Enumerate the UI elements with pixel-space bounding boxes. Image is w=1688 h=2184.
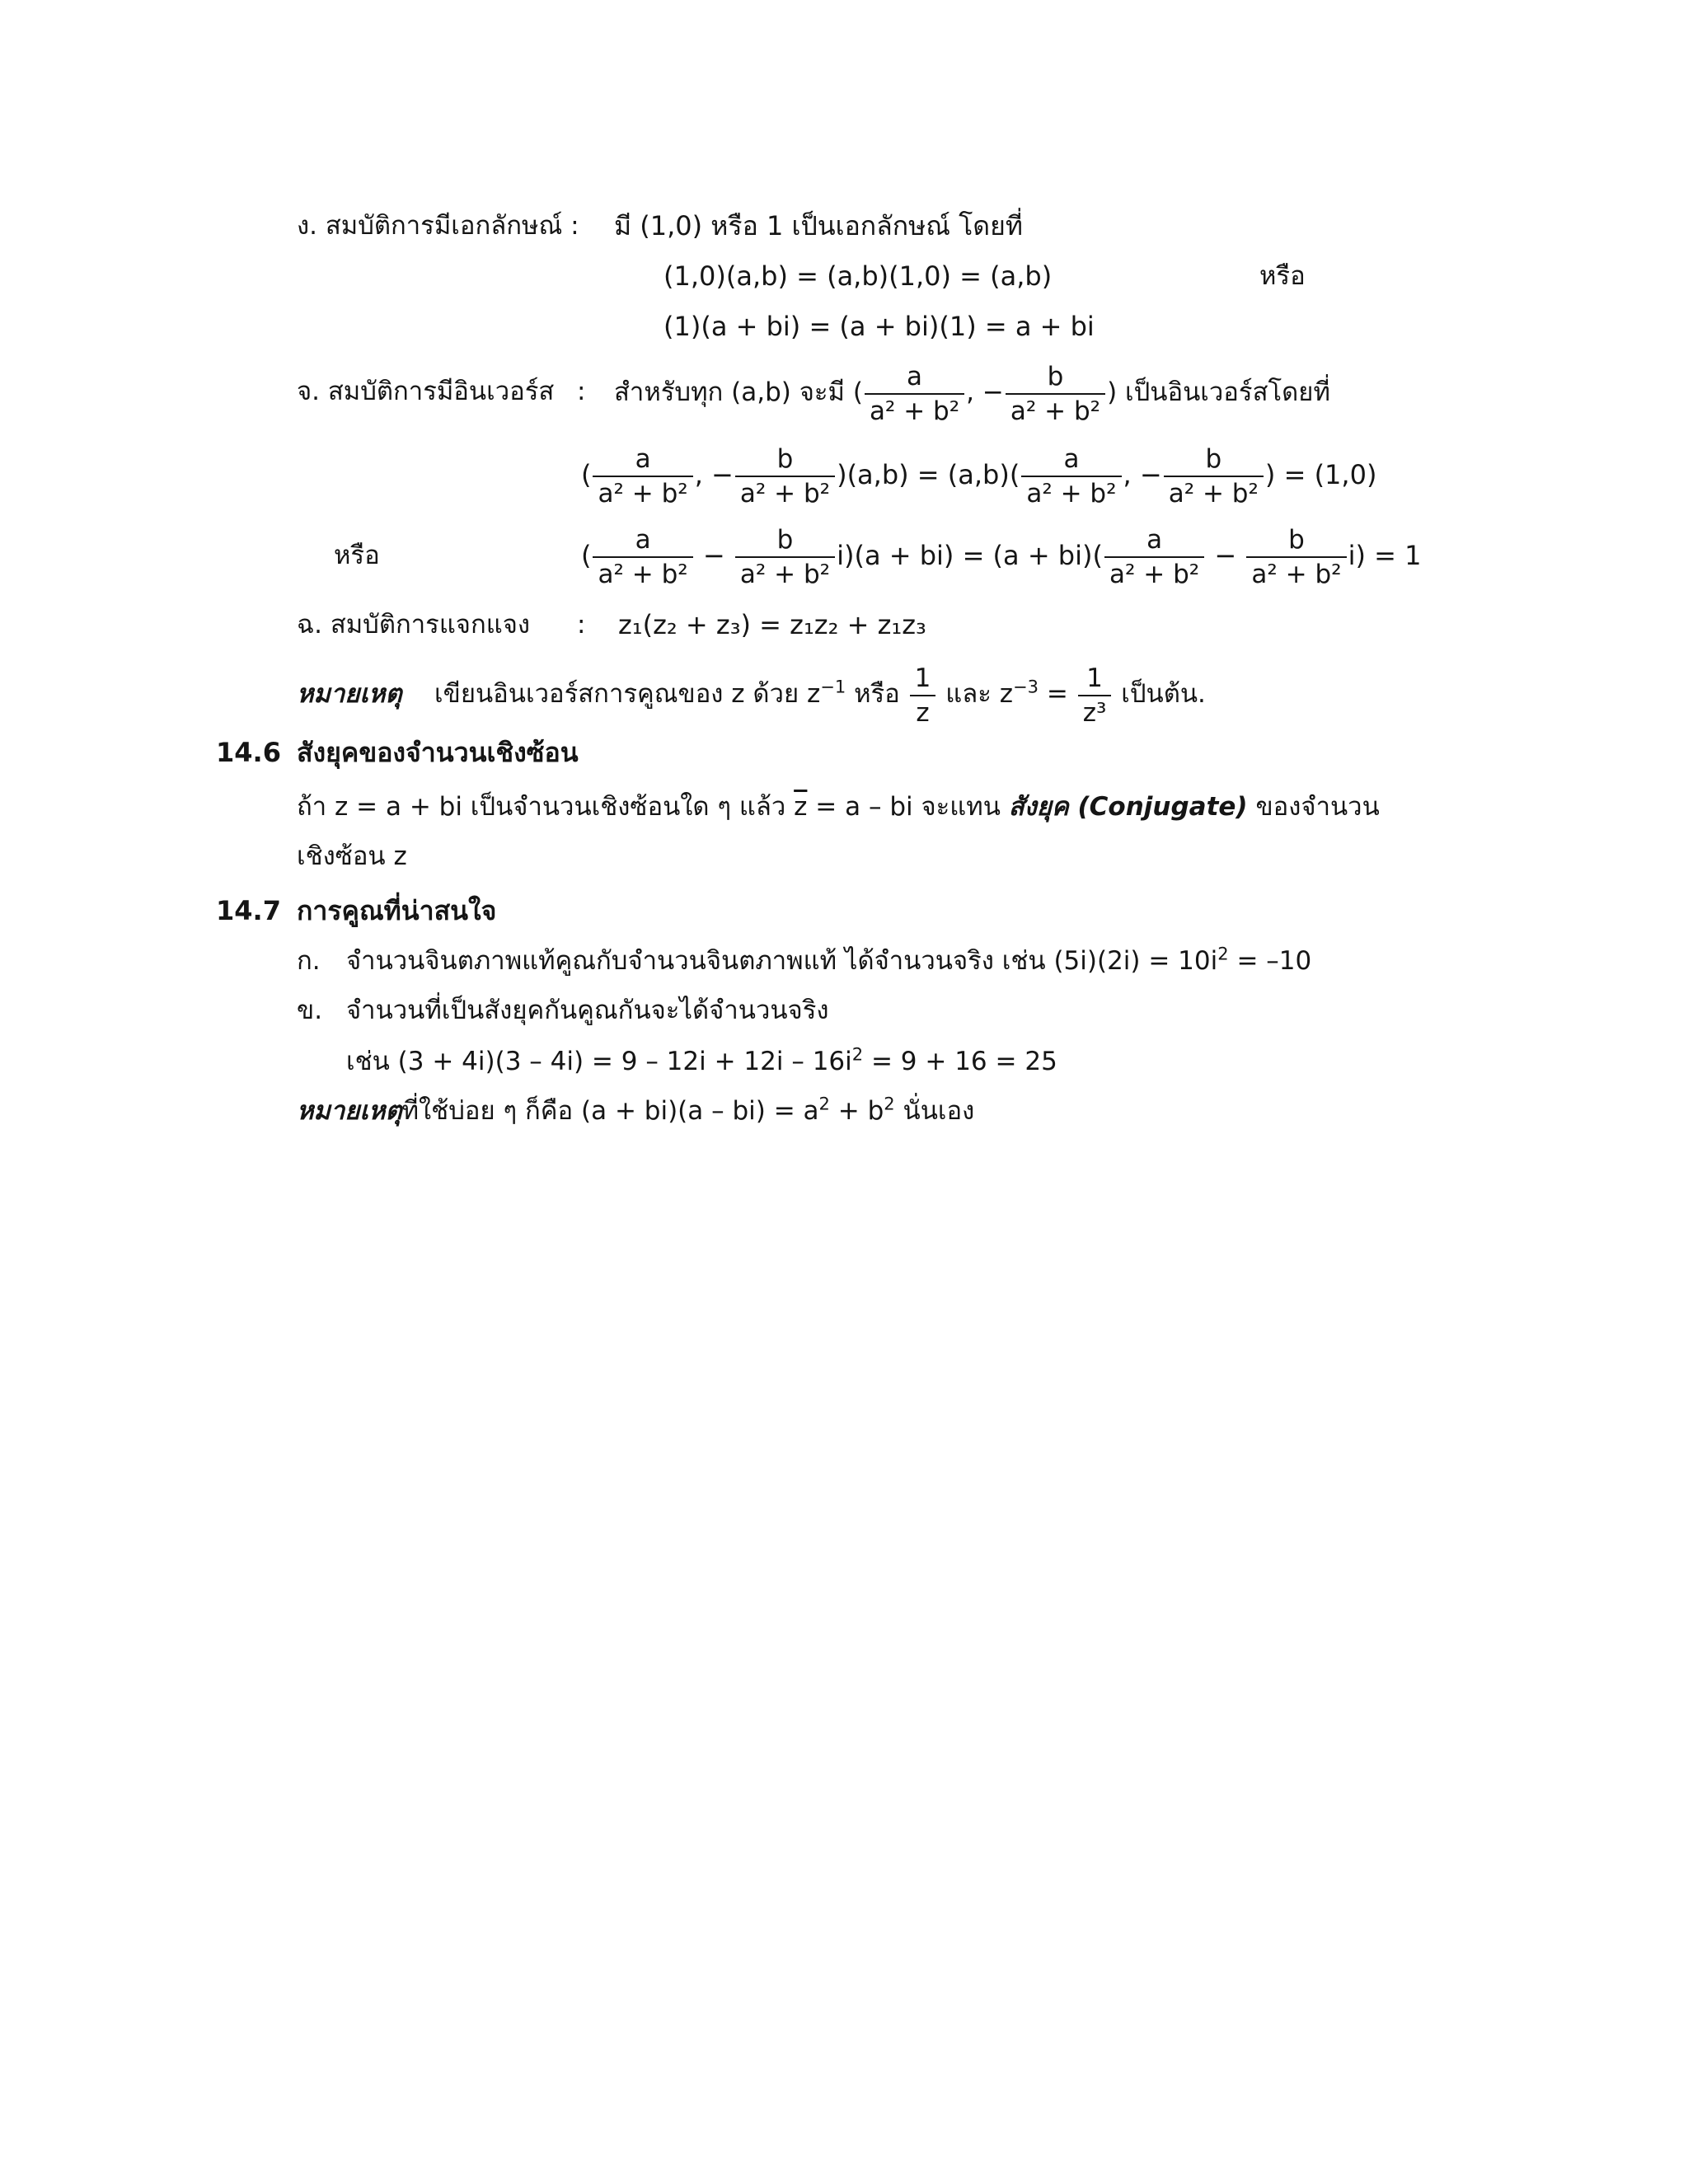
fraction-a-over-den: $\frac{a}{\text{a² + b²}}$ xyxy=(1104,523,1204,591)
comma-minus: , − xyxy=(966,377,1004,407)
conjugate-definition-line2: เชิงซ้อน z xyxy=(297,841,407,871)
item-b-mark: ข. xyxy=(297,996,323,1025)
identity-label: ง. สมบัติการมีเอกลักษณ์ : xyxy=(297,211,579,241)
fraction-a-over-den: $\frac{a}{\text{a² + b²}}$ xyxy=(1021,443,1121,510)
conjugate-term: สังยุค (Conjugate) xyxy=(1008,792,1248,822)
inverse-equation-complex: ( $\frac{a}{\text{a² + b²}}$ − $\frac{b}{\text{a² + b²}}$ i)(a + bi) = (a + bi)( $\frac{a}{\text{a² + b²}}$ − $\frac{b}{\text{a² + b²}}$ i) = 1 xyxy=(581,525,1422,589)
fraction-a-over-den: $\frac{a}{\text{a² + b²}}$ xyxy=(593,443,692,510)
note-conjugate-product: หมายเหตุที่ใช้บ่อย ๆ ก็คือ $(a + bi)(a - bi) = a^2 + b^2$ นั่นเอง xyxy=(297,1094,975,1126)
section-number-14-6: 14.6 xyxy=(216,737,281,768)
inverse-intro-end: เป็นอินเวอร์สโดยที่ xyxy=(1125,377,1330,407)
inverse-label: จ. สมบัติการมีอินเวอร์ส xyxy=(297,377,555,406)
note-inverse-notation: หมายเหตุ เขียนอินเวอร์สการคูณของ z ด้วย $z^{-1}$ หรือ $\frac{1}{z}$ และ $z^{-3}$ = $\frac{1}{\text{z³}}$ เป็นต้น. xyxy=(297,663,1206,728)
conjugate-definition-line1: ถ้า z = a + bi เป็นจำนวนเชิงซ้อนใด ๆ แล้ว $\overline{z} = a$ – bi จะแทน สังยุค (Conjugate) ของจำนวน xyxy=(297,792,1380,822)
item-a-text: จำนวนจินตภาพแท้คูณกับจำนวนจินตภาพแท้ ได้จำนวนจริง เช่น $(5i)(2i) = 10i^2 = -10$ xyxy=(346,944,1312,976)
inverse-equation-pair: ( $\frac{a}{\text{a² + b²}}$ , − $\frac{b}{\text{a² + b²}}$ )(a,b) = (a,b)( $\frac{a}{\text{a² + b²}}$ , − $\frac{b}{\text{a² + b²}}$ ) = (1,0) xyxy=(581,444,1377,509)
distributive-colon: : xyxy=(577,610,586,640)
section-number-14-7: 14.7 xyxy=(216,895,281,926)
item-b-text: จำนวนที่เป็นสังยุคกันคูณกันจะได้จำนวนจริง xyxy=(346,996,829,1025)
fraction-b-over-den: $\frac{b}{\text{a² + b²}}$ xyxy=(1164,443,1264,510)
inverse-colon: : xyxy=(577,377,586,406)
inverse-intro-text: สำหรับทุก (a,b) จะมี xyxy=(614,377,845,407)
close-paren: ) xyxy=(1107,377,1118,407)
z-bar: $\overline{z}$ xyxy=(794,792,808,822)
note-label: หมายเหตุ xyxy=(297,679,402,709)
fraction-b-over-den: $\frac{b}{\text{a² + b²}}$ xyxy=(1006,360,1105,428)
fraction-a-over-den: $\frac{a}{\text{a² + b²}}$ xyxy=(865,360,964,428)
open-paren: ( xyxy=(852,377,863,407)
identity-intro: มี (1,0) หรือ 1 เป็นเอกลักษณ์ โดยที่ xyxy=(614,210,1023,241)
identity-or: หรือ xyxy=(1259,261,1306,291)
inverse-intro xyxy=(614,358,1330,428)
fraction-one-over-z: $\frac{1}{z}$ xyxy=(910,662,936,729)
section-title-multiplication: การคูณที่น่าสนใจ xyxy=(297,895,497,926)
section-title-conjugate: สังยุคของจำนวนเชิงซ้อน xyxy=(297,737,579,768)
inverse-or: หรือ xyxy=(334,541,380,570)
fraction-one-over-z-cubed: $\frac{1}{\text{z³}}$ xyxy=(1078,662,1112,729)
identity-equation-pair: (1,0)(a,b) = (a,b)(1,0) = (a,b) xyxy=(663,260,1053,292)
identity-equation-complex: (1)(a + bi) = (a + bi)(1) = a + bi xyxy=(663,311,1095,342)
fraction-b-over-den: $\frac{b}{\text{a² + b²}}$ xyxy=(735,443,835,510)
item-a-mark: ก. xyxy=(297,946,321,976)
distributive-equation: z₁(z₂ + z₃) = z₁z₂ + z₁z₃ xyxy=(618,609,926,640)
fraction-b-over-den: $\frac{b}{\text{a² + b²}}$ xyxy=(1246,523,1346,591)
fraction-b-over-den: $\frac{b}{\text{a² + b²}}$ xyxy=(735,523,835,591)
distributive-label: ฉ. สมบัติการแจกแจง xyxy=(297,610,531,640)
fraction-a-over-den: $\frac{a}{\text{a² + b²}}$ xyxy=(593,523,692,591)
note-label: หมายเหตุ xyxy=(297,1096,402,1126)
item-b-example: เช่น $(3 + 4i)(3 - 4i) = 9 - 12i + 12i - 16i^2 = 9 + 16 = 25$ xyxy=(346,1044,1057,1076)
